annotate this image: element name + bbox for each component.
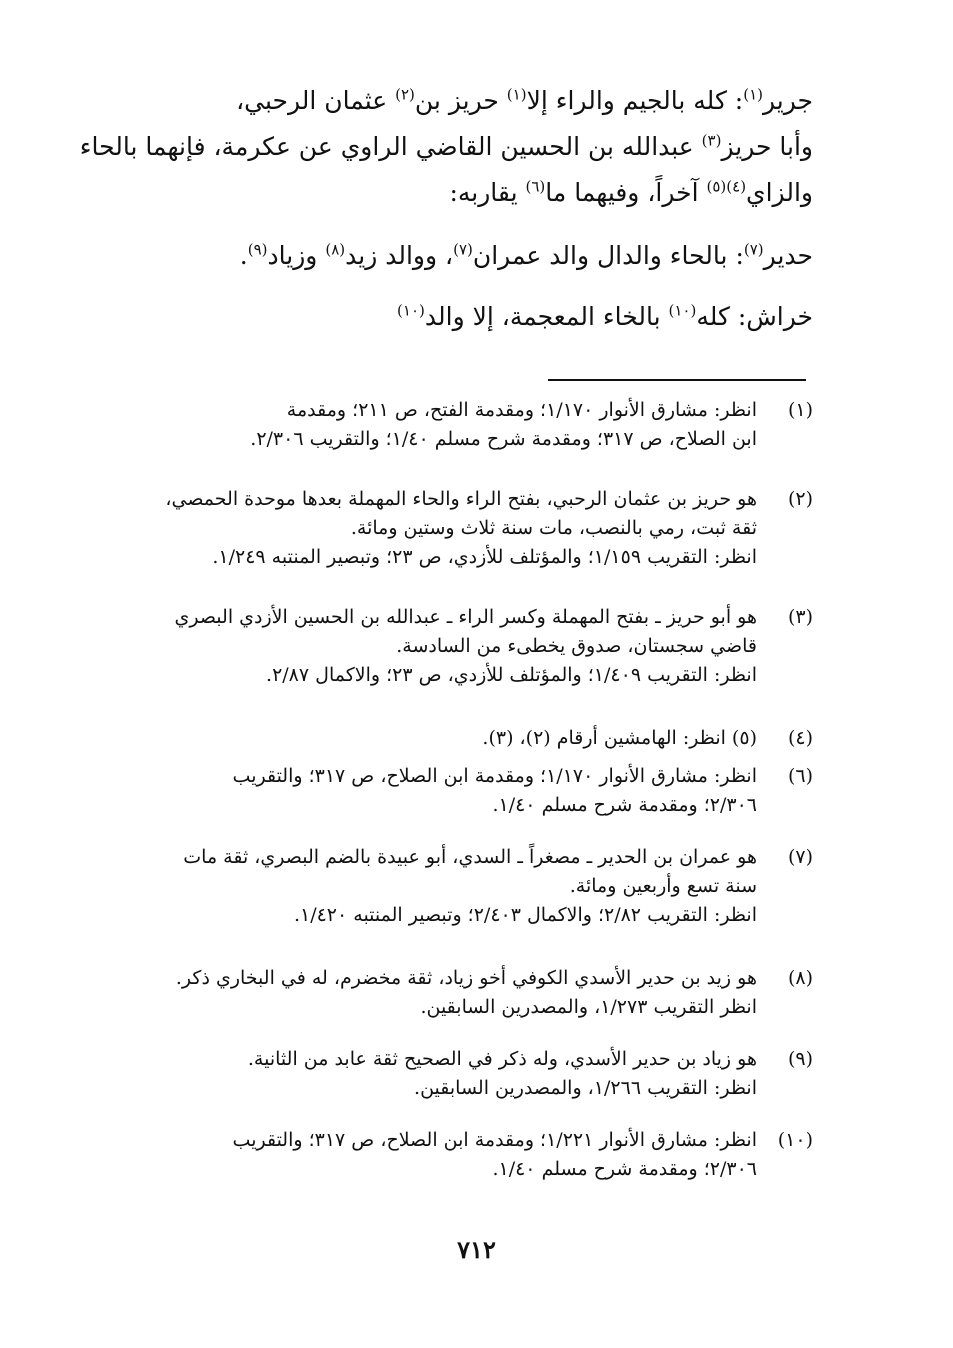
footnote-line: انظر: مشارق الأنوار ١/٢٢١؛ ومقدمة ابن الصلاح، ص ٣١٧؛ والتقريب [232,1129,757,1151]
footnote-7 [123,843,813,930]
footnote-line: ابن الصلاح، ص ٣١٧؛ ومقدمة شرح مسلم ١/٤٠؛ والتقريب ٢/٣٠٦. [250,428,757,450]
footnote-number: (٧) [787,846,813,868]
footnote-line: هو زياد بن حدير الأسدي، وله ذكر في الصحيح ثقة عابد من الثانية. [247,1048,757,1070]
footnote-line: سنة تسع وأربعين ومائة. [569,875,757,897]
footnote-line: هو زيد بن حدير الأسدي الكوفي أخو زياد، ثقة مخضرم، له في البخاري ذكر. [175,967,757,989]
footnote-number: (٤) [787,727,813,749]
footnote-10 [123,1126,813,1184]
footnote-9 [123,1045,813,1103]
footnote-line: انظر: التقريب ١/٤٠٩؛ والمؤتلف للأزدي، ص ٢٣؛ والاكمال ٢/٨٧. [266,664,757,686]
footnote-line: قاضي سجستان، صدوق يخطىء من السادسة. [396,635,757,657]
main-text-line-2: وأبا حريز$^{(٣)}$ عبدالله بن الحسين القاضي الراوي عن عكرمة، فإنهما بالحاء [79,131,813,161]
footnote-8 [123,964,813,1022]
footnote-6 [123,762,813,820]
footnote-4-5 [123,724,813,753]
footnote-1 [123,396,813,454]
footnote-line: انظر التقريب ١/٢٧٣، والمصدرين السابقين. [420,996,757,1018]
footnote-line: ٢/٣٠٦؛ ومقدمة شرح مسلم ١/٤٠. [492,794,757,816]
footnote-line: هو حريز بن عثمان الرحبي، بفتح الراء والحاء المهملة بعدها موحدة الحمصي، [165,488,757,510]
main-text-line-1: جرير$^{(١)}$: كله بالجيم والراء إلا$^{(١)}$ حريز بن$^{(٢)}$ عثمان الرحبي، [236,85,813,115]
footnote-3 [123,603,813,690]
footnote-line: ثقة ثبت، رمي بالنصب، مات سنة ثلاث وستين ومائة. [350,517,757,539]
page-number: ٧١٢ [457,1235,496,1264]
footnote-line: هو عمران بن الحدير ـ مصغراً ـ السدي، أبو عبيدة بالضم البصري، ثقة مات [183,846,757,868]
footnote-line: انظر: التقريب ١/٢٦٦، والمصدرين السابقين. [414,1077,757,1099]
footnote-number: (٨) [787,967,813,989]
footnote-line: انظر: مشارق الأنوار ١/١٧٠؛ ومقدمة ابن الصلاح، ص ٣١٧؛ والتقريب [232,765,757,787]
main-text-line-5: خراش: كله$^{(١٠)}$ بالخاء المعجمة، إلا والد$^{(١٠)}$ [397,301,813,331]
footnote-line: ٢/٣٠٦؛ ومقدمة شرح مسلم ١/٤٠. [492,1158,757,1180]
footnote-number: (١٠) [777,1129,813,1151]
footnote-separator [548,379,806,381]
footnote-2 [123,485,813,572]
footnote-line: انظر: التقريب ١/١٥٩؛ والمؤتلف للأزدي، ص ٢٣؛ وتبصير المنتبه ١/٢٤٩. [212,546,757,568]
footnote-number: (٦) [787,765,813,787]
footnote-line: انظر: التقريب ٢/٨٢؛ والاكمال ٢/٤٠٣؛ وتبصير المنتبه ١/٤٢٠. [293,904,757,926]
footnote-number: (١) [787,399,813,421]
main-text-line-3: والزاي$^{(٤)(٥)}$ آخراً، وفيهما ما$^{(٦)}$ يقاربه: [449,177,813,207]
footnote-line: هو أبو حريز ـ بفتح المهملة وكسر الراء ـ عبدالله بن الحسين الأزدي البصري [174,606,757,628]
footnote-number: (٢) [787,488,813,510]
footnote-line: انظر: مشارق الأنوار ١/١٧٠؛ ومقدمة الفتح، ص ٢١١؛ ومقدمة [286,399,757,421]
footnote-line: (٥) انظر: الهامشين أرقام (٢)، (٣). [482,727,757,749]
footnote-number: (٣) [787,606,813,628]
footnote-number: (٩) [787,1048,813,1070]
main-text-line-4: حدير$^{(٧)}$: بالحاء والدال والد عمران$^{(٧)}$، ووالد زيد$^{(٨)}$ وزياد$^{(٩)}$. [239,240,813,270]
